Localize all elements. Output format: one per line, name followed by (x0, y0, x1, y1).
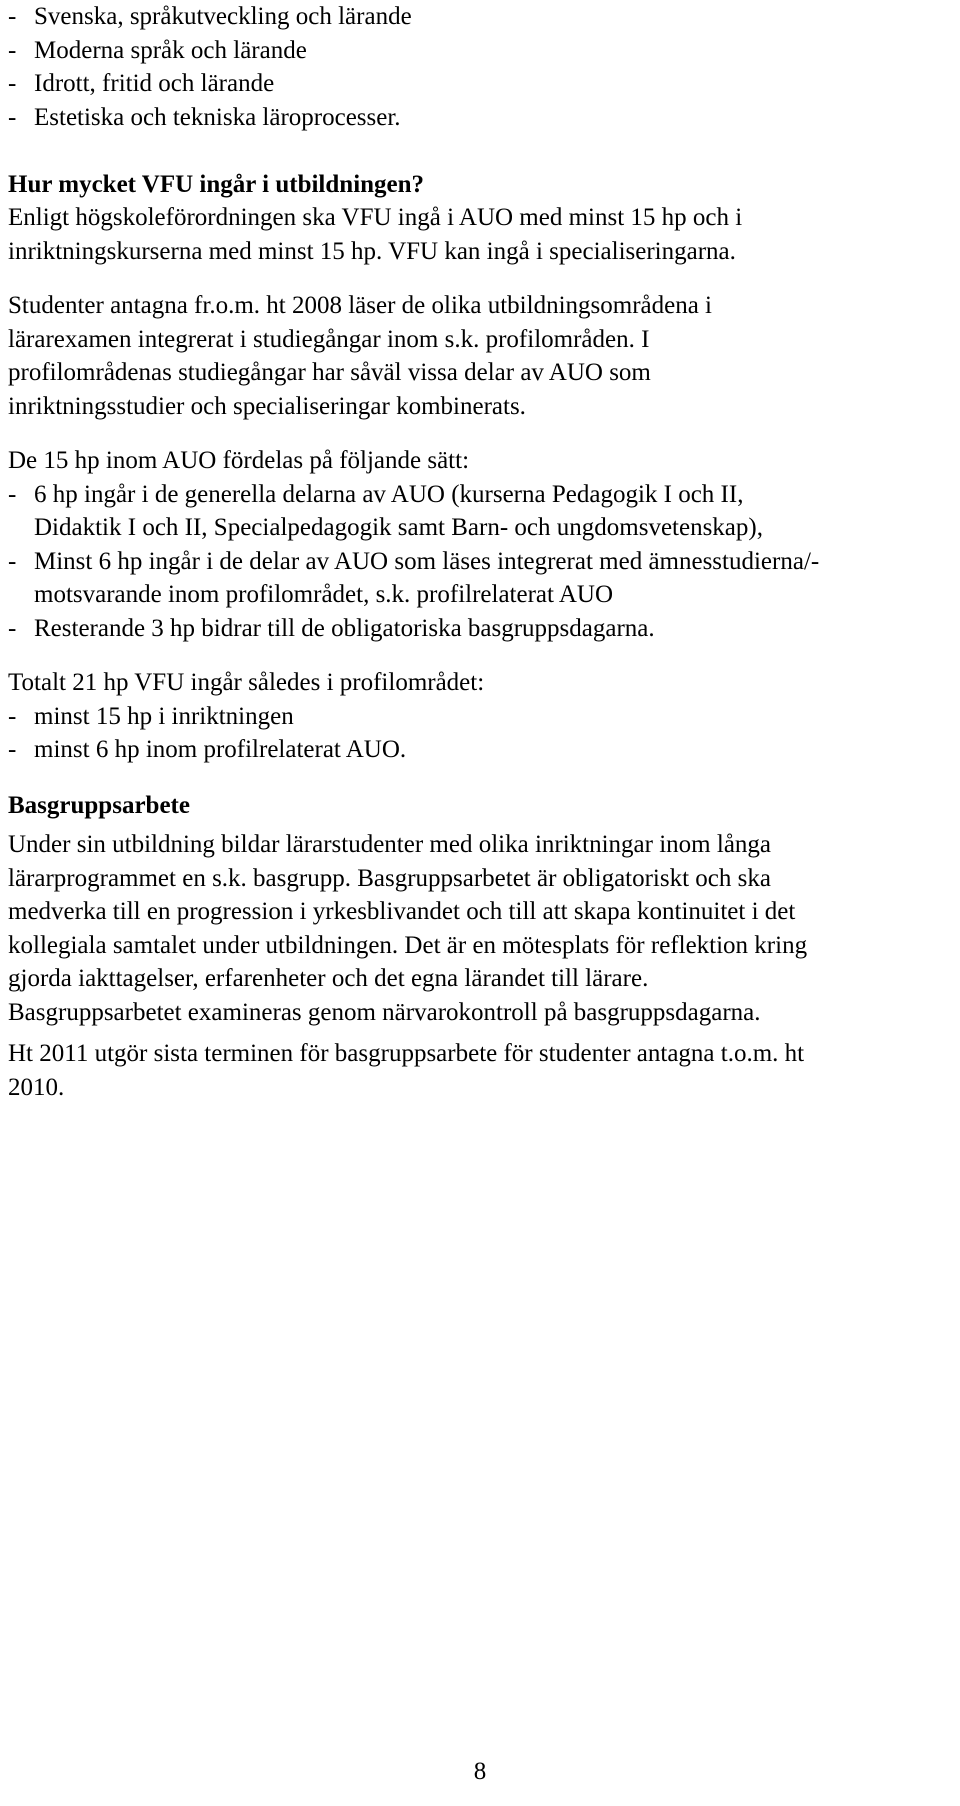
section-heading-vfu: Hur mycket VFU ingår i utbildningen? (8, 170, 425, 198)
list-item: - Resterande 3 hp bidrar till de obligatoriska basgruppsdagarna. (8, 614, 655, 642)
document-page (8, 0, 952, 1104)
list-item: - Minst 6 hp ingår i de delar av AUO som läses integrerat med ämnesstudierna/- (8, 547, 820, 575)
intro-list (8, 0, 952, 134)
auo-distribution: De 15 hp inom AUO fördelas på följande sätt: - 6 hp ingår i de generella delarna av AUO (kurserna Pedagogik I och II, Didaktik I och II, Specialpedagogik samt Barn- och ungdomsvetenskap), - Minst 6 hp ingår i de delar av AUO som läses integrerat med ämnesstudierna/- motsvarande inom profilområdet, s.k. profilrelaterat AUO - Resterande 3 hp bidrar till de obligatoriska basgruppsdagarna. (8, 444, 952, 645)
list-item: - minst 6 hp inom profilrelaterat AUO. (8, 736, 407, 763)
section-heading-basgrupp: Basgruppsarbete (8, 791, 190, 819)
vfu-paragraph-2: Studenter antagna fr.o.m. ht 2008 läser de olika utbildningsområdena i lärarexamen integrerat i studiegångar inom s.k. profilområden. I profilområdenas studiegångar har såväl vissa delar av AUO som inriktningsstudier och specialiseringar kombinerats. (8, 292, 713, 420)
list-item: - Svenska, språkutveckling och lärande (8, 3, 412, 30)
list-item: - 6 hp ingår i de generella delarna av AUO (kurserna Pedagogik I och II, (8, 480, 744, 508)
basgrupp-paragraph-1: Under sin utbildning bildar lärarstudenter med olika inriktningar inom långa lärarprogrammet en s.k. basgrupp. Basgruppsarbetet är obligatoriskt och ska medverka till en progression i yrkesblivandet och till att skapa kontinuitet i det kollegiala samtalet under utbildningen. Det är en mötesplats för reflektion kring gjorda iakttagelser, erfarenheter och det egna lärandet till lärare. Basgruppsarbetet examineras genom närvarokontroll på basgruppsdagarna. (8, 831, 808, 1026)
list-item: - Idrott, fritid och lärande (8, 70, 275, 97)
basgrupp-paragraph-2: Ht 2011 utgör sista terminen för basgruppsarbete för studenter antagna t.o.m. ht 2010. (8, 1040, 805, 1101)
list-item: - Estetiska och tekniska läroprocesser. (8, 103, 401, 131)
vfu-total: Totalt 21 hp VFU ingår således i profilområdet: - minst 15 hp i inriktningen - minst 6 hp inom profilrelaterat AUO. (8, 666, 952, 767)
list-item: - Moderna språk och lärande (8, 36, 307, 64)
page-number: 8 (473, 1758, 487, 1785)
list-item: - minst 15 hp i inriktningen (8, 702, 294, 730)
vfu-paragraph-1: Enligt högskoleförordningen ska VFU ingå i AUO med minst 15 hp och i inriktningskurserna med minst 15 hp. VFU kan ingå i specialiseringarna. (8, 204, 743, 265)
